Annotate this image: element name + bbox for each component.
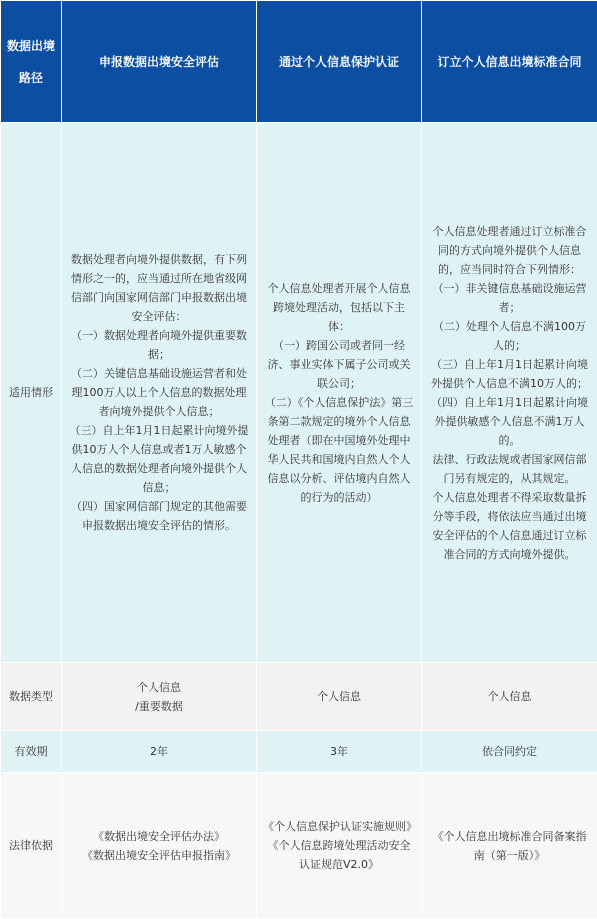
validity-label: 有效期 <box>1 731 62 773</box>
scenario-paragraph: 个人信息处理者不得采取数量拆分等手段，将依法应当通过出境安全评估的个人信息通过订立标准合同的方式向境外提供。 <box>428 488 591 564</box>
scenario-paragraph: （二）《个人信息保护法》第三条第二款规定的境外个人信息处理者（即在中国境外处理中华人民共和国境内自然人个人信息以分析、评估境内自然人的行为的活动） <box>263 393 415 507</box>
data-type-certification-cell: 个人信息 <box>257 663 422 731</box>
scenario-paragraph: （一）数据处理者向境外提供重要数据； <box>68 326 250 364</box>
header-security-assessment: 申报数据出境安全评估 <box>62 1 257 123</box>
scenario-paragraph: （四）自上年1月1日起累计向境外提供敏感个人信息不满1万人的。 <box>428 393 591 450</box>
legal-basis-standard-contract-cell <box>422 773 597 919</box>
legal-basis-security-assessment-cell <box>62 773 257 919</box>
scenario-paragraph: （三）自上年1月1日起累计向境外提供10万人个人信息或者1万人敏感个人信息的数据处理者向境外提供个人信息； <box>68 421 250 497</box>
header-certification: 通过个人信息保护认证 <box>257 1 422 123</box>
header-path-label: 数据出境路径 <box>1 1 62 123</box>
scenarios-label: 适用情形 <box>1 123 62 663</box>
legal-basis-row <box>1 773 597 919</box>
scenarios-standard-contract-cell <box>422 123 597 663</box>
data-type-standard-contract-cell: 个人信息 <box>422 663 597 731</box>
legal-document: 《数据出境安全评估办法》 <box>68 827 250 846</box>
scenario-paragraph: （四）国家网信部门规定的其他需要申报数据出境安全评估的情形。 <box>68 497 250 535</box>
scenario-paragraph: 个人信息处理者开展个人信息跨境处理活动，包括以下主体： <box>263 279 415 336</box>
scenario-paragraph: （一）跨国公司或者同一经济、事业实体下属子公司或关联公司； <box>263 336 415 393</box>
validity-standard-contract-cell: 依合同约定 <box>422 731 597 773</box>
validity-security-assessment-cell: 2年 <box>62 731 257 773</box>
data-type-label: 数据类型 <box>1 663 62 731</box>
scenario-paragraph: （三）自上年1月1日起累计向境外提供个人信息不满10万人的； <box>428 355 591 393</box>
legal-document: 《个人信息出境标准合同备案指南（第一版）》 <box>428 827 591 865</box>
data-type-line: /重要数据 <box>68 697 250 716</box>
scenario-paragraph: 法律、行政法规或者国家网信部门另有规定的，从其规定。 <box>428 450 591 488</box>
header-row <box>1 1 597 123</box>
scenario-paragraph: （二）处理个人信息不满100万人的； <box>428 317 591 355</box>
legal-document: 《数据出境安全评估申报指南》 <box>68 846 250 865</box>
legal-document: 《个人信息保护认证实施规则》 <box>263 817 415 836</box>
legal-basis-label: 法律依据 <box>1 773 62 919</box>
scenario-paragraph: 个人信息处理者通过订立标准合同的方式向境外提供个人信息的，应当同时符合下列情形： <box>428 222 591 279</box>
scenarios-certification-cell <box>257 123 422 663</box>
scenario-paragraph: （二）关键信息基础设施运营者和处理100万人以上个人信息的数据处理者向境外提供个人信息； <box>68 364 250 421</box>
scenario-paragraph: 数据处理者向境外提供数据，有下列情形之一的，应当通过所在地省级网信部门向国家网信部门申报数据出境安全评估： <box>68 250 250 326</box>
data-type-row <box>1 663 597 731</box>
data-type-security-assessment-cell <box>62 663 257 731</box>
validity-row <box>1 731 597 773</box>
validity-certification-cell: 3年 <box>257 731 422 773</box>
scenarios-security-assessment-cell <box>62 123 257 663</box>
data-type-line: 个人信息 <box>68 678 250 697</box>
scenarios-row <box>1 123 597 663</box>
legal-basis-certification-cell <box>257 773 422 919</box>
legal-document: 《个人信息跨境处理活动安全认证规范V2.0》 <box>263 836 415 874</box>
scenario-paragraph: （一）非关键信息基础设施运营者； <box>428 279 591 317</box>
header-standard-contract: 订立个人信息出境标准合同 <box>422 1 597 123</box>
